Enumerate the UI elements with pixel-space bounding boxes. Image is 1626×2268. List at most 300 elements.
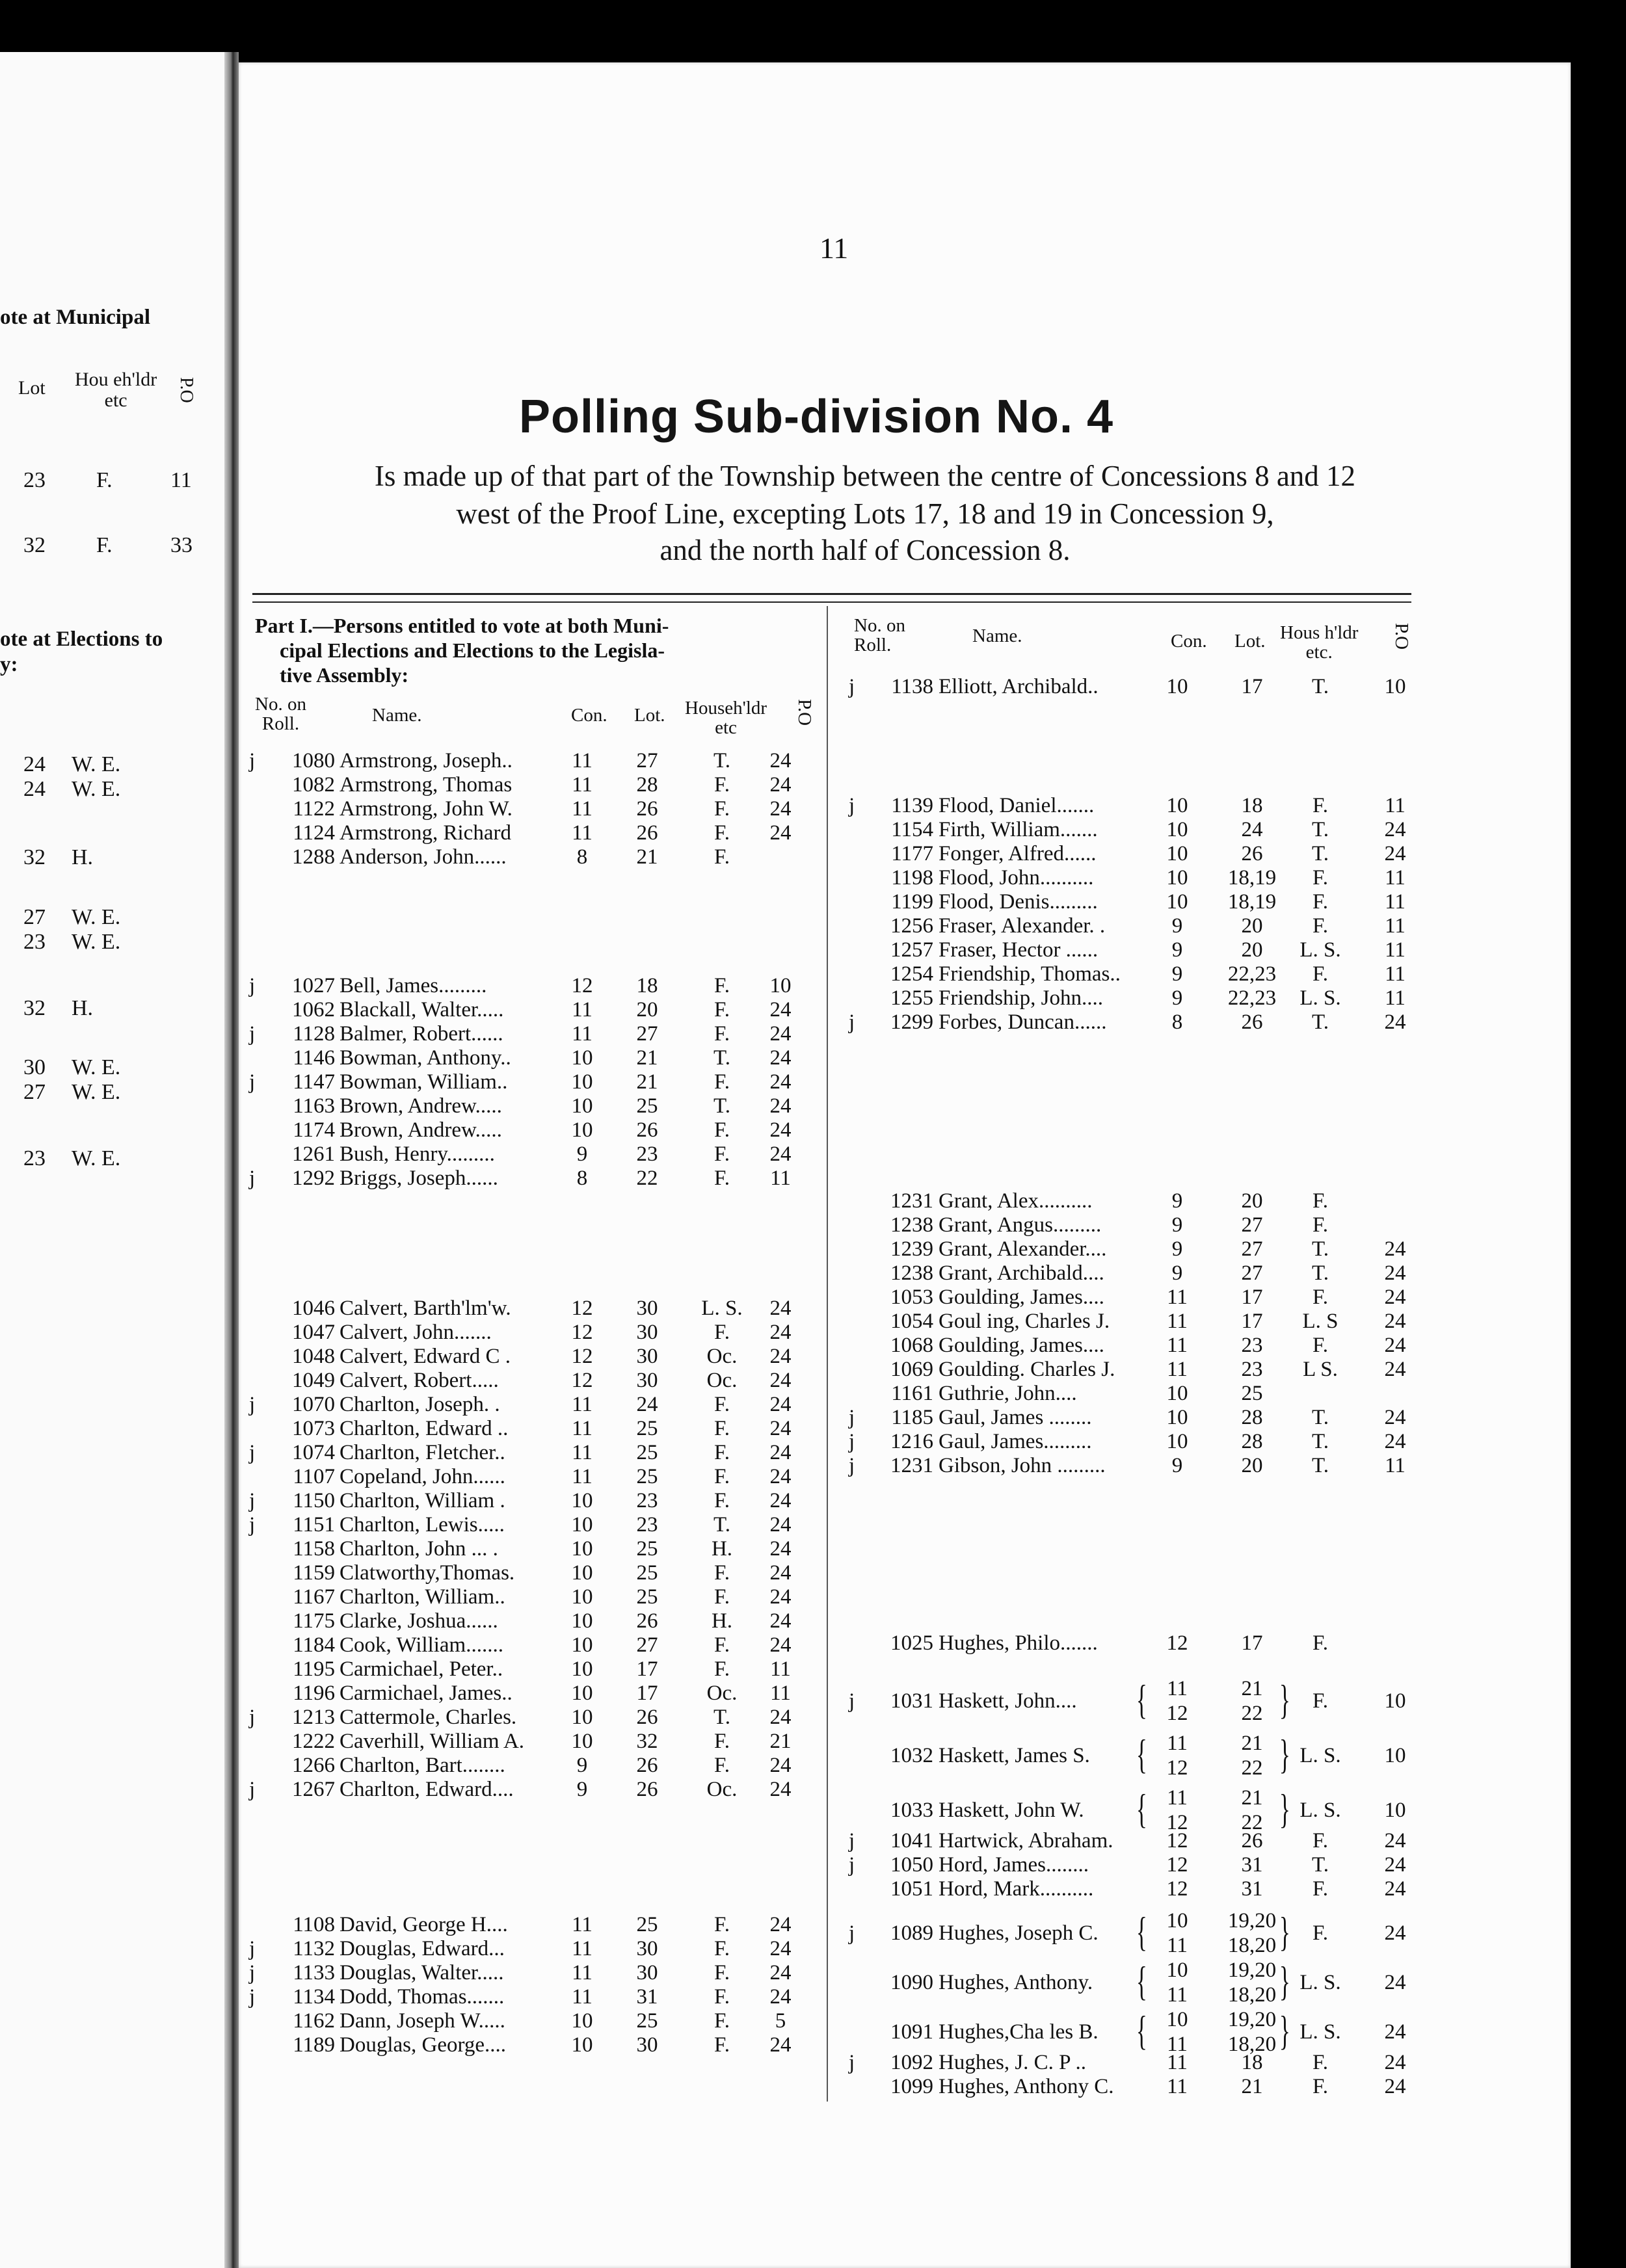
- voter-name: Hughes,Cha les B.: [939, 2020, 1099, 2044]
- post-office: 24: [1384, 1237, 1406, 1261]
- right-col-name: Name.: [972, 626, 1022, 646]
- post-office: 24: [769, 1706, 792, 1729]
- concession: 12: [1166, 1877, 1188, 1901]
- post-office: 11: [1385, 1454, 1406, 1477]
- roll-number: 1025: [890, 1631, 933, 1655]
- concession: 10: [571, 2033, 593, 2057]
- household-status: L. S.: [1299, 1799, 1341, 1822]
- household-status: L. S.: [1299, 938, 1341, 962]
- voter-row: [0, 748, 1626, 773]
- lot: 32: [636, 1730, 658, 1753]
- voter-row: [0, 1453, 1626, 1478]
- post-office: 24: [1384, 1286, 1406, 1309]
- description-line-3: and the north half of Concession 8.: [660, 534, 1071, 566]
- left-fragment-lot: 27: [23, 905, 46, 929]
- post-office: 24: [1384, 1010, 1406, 1034]
- voter-name: Goul ing, Charles J.: [939, 1310, 1110, 1333]
- lot: 26: [1241, 1829, 1263, 1853]
- voter-row: [0, 1142, 1626, 1167]
- roll-mark: j: [249, 749, 256, 772]
- concession: 10: [1166, 818, 1188, 841]
- roll-number: 1158: [293, 1537, 335, 1561]
- roll-mark: j: [249, 1393, 256, 1416]
- roll-number: 1033: [890, 1799, 933, 1822]
- lot: 25: [636, 2009, 658, 2033]
- voter-name: Fraser, Alexander. .: [939, 914, 1106, 938]
- voter-name: Haskett, John W.: [939, 1799, 1084, 1822]
- roll-number: 1139: [891, 794, 933, 817]
- post-office: 24: [769, 1321, 792, 1344]
- concession: 9: [1171, 914, 1183, 938]
- voter-name: Hord, James........: [939, 1853, 1089, 1877]
- household-status: F.: [714, 1961, 730, 1984]
- description-line-1: Is made up of that part of the Township between the centre of Concessions 8 and 12: [374, 460, 1356, 492]
- post-office: 24: [769, 1985, 792, 2009]
- lot: 17: [1241, 675, 1263, 698]
- post-office: 24: [769, 1609, 792, 1633]
- lot: 25: [636, 1561, 658, 1585]
- voter-row: [0, 1189, 1626, 1213]
- voter-name: Douglas, Edward...: [340, 1937, 505, 1960]
- concession: 10: [571, 1513, 593, 1536]
- post-office: 24: [769, 1465, 792, 1488]
- roll-number: 1133: [293, 1961, 335, 1984]
- voter-name: Bell, James.........: [340, 974, 487, 997]
- concession: 11: [572, 1465, 593, 1488]
- voter-name: Hughes, Anthony.: [939, 1971, 1093, 1994]
- voter-name: Cook, William.......: [340, 1633, 503, 1657]
- concession: 10: [1166, 675, 1188, 698]
- roll-number: 1161: [891, 1382, 933, 1405]
- concession: 12: [571, 1345, 593, 1368]
- household-status: T.: [713, 1513, 730, 1536]
- household-status: T.: [713, 1046, 730, 1070]
- left-fragment-household: W. E.: [72, 1080, 121, 1104]
- voter-name: Armstrong, Thomas: [340, 773, 513, 797]
- roll-number: 1266: [292, 1754, 335, 1777]
- lot: 18,20: [1227, 1983, 1277, 2007]
- voter-name: Grant, Alexander....: [939, 1237, 1107, 1261]
- lot: 21: [636, 845, 658, 869]
- lot: 23: [1241, 1334, 1263, 1357]
- post-office: 24: [1384, 2075, 1406, 2098]
- roll-number: 1238: [890, 1261, 933, 1285]
- voter-name: Grant, Archibald....: [939, 1261, 1104, 1285]
- lot: 18: [636, 974, 658, 997]
- left-fragment-household: W. E.: [72, 1055, 121, 1079]
- voter-name: Charlton, William..: [340, 1585, 505, 1609]
- voter-row: [0, 1585, 1626, 1609]
- voter-row: [0, 1010, 1626, 1035]
- concession: 10: [571, 1657, 593, 1681]
- roll-number: 1267: [292, 1778, 335, 1801]
- roll-number: 1032: [890, 1744, 933, 1767]
- post-office: 24: [769, 1937, 792, 1960]
- concession: 10: [571, 1706, 593, 1729]
- lot: 30: [636, 2033, 658, 2057]
- left-fragment-heading2b: y:: [0, 653, 18, 676]
- left-col-roll: No. on Roll.: [255, 694, 306, 735]
- concession: 12: [1166, 1829, 1188, 1853]
- roll-mark: j: [249, 974, 256, 997]
- post-office: 24: [1384, 1430, 1406, 1453]
- household-status: T.: [713, 1706, 730, 1729]
- lot: 21: [636, 1046, 658, 1070]
- post-office: 11: [1385, 986, 1406, 1010]
- post-office: 24: [769, 1561, 792, 1585]
- post-office: 24: [769, 1913, 792, 1936]
- voter-name: Hartwick, Abraham.: [939, 1829, 1113, 1853]
- voter-name: Charlton, Edward....: [340, 1778, 514, 1801]
- voter-row: [0, 938, 1626, 962]
- voter-name: Dann, Joseph W.....: [340, 2009, 505, 2033]
- concession: 9: [576, 1142, 588, 1166]
- roll-number: 1255: [890, 986, 933, 1010]
- concession: 12: [1166, 1631, 1188, 1655]
- concession: 11: [572, 797, 593, 821]
- roll-number: 1167: [293, 1585, 335, 1609]
- left-fragment-household: W. E.: [72, 777, 121, 801]
- roll-number: 1099: [890, 2075, 933, 2098]
- left-col-con: Con.: [571, 705, 607, 726]
- household-status: T.: [713, 1094, 730, 1118]
- voter-row: [0, 1828, 1626, 1853]
- post-office: 24: [769, 1070, 792, 1094]
- roll-mark: j: [849, 1853, 855, 1877]
- right-col-lot: Lot.: [1234, 631, 1266, 652]
- roll-number: 1046: [292, 1297, 335, 1320]
- lot: 20: [1241, 938, 1263, 962]
- roll-number: 1254: [890, 962, 933, 986]
- page-number: 11: [820, 231, 849, 265]
- voter-name: Hughes, Joseph C.: [939, 1921, 1099, 1945]
- lot: 21: [1241, 1786, 1263, 1810]
- lot: 19,20: [1227, 1958, 1277, 1982]
- concession: 11: [1167, 1677, 1188, 1700]
- roll-number: 1080: [292, 749, 335, 772]
- lot: 22: [1241, 1702, 1263, 1725]
- left-fragment-household: H.: [72, 996, 94, 1020]
- household-status: F.: [714, 1913, 730, 1936]
- concession: 10: [1166, 1958, 1188, 1982]
- concession: 11: [572, 1441, 593, 1464]
- post-office: 24: [1384, 1310, 1406, 1333]
- roll-number: 1090: [890, 1971, 933, 1994]
- lot: 17: [1241, 1631, 1263, 1655]
- roll-number: 1070: [292, 1393, 335, 1416]
- household-status: F.: [714, 2009, 730, 2033]
- roll-number: 1231: [890, 1189, 933, 1213]
- lot: 26: [636, 821, 658, 845]
- lot: 26: [1241, 842, 1263, 865]
- household-status: L. S.: [1299, 2020, 1341, 2044]
- roll-number: 1050: [890, 1853, 933, 1877]
- post-office: 24: [1384, 2020, 1406, 2044]
- roll-number: 1189: [293, 2033, 335, 2057]
- left-fragment-lot: 24: [23, 777, 46, 801]
- post-office: 11: [770, 1167, 791, 1190]
- voter-row: [0, 1213, 1626, 1237]
- roll-mark: j: [849, 1010, 855, 1034]
- voter-name: Haskett, John....: [939, 1689, 1077, 1713]
- voter-name: Flood, Daniel.......: [939, 794, 1095, 817]
- voter-row: [0, 890, 1626, 914]
- lot: 23: [636, 1142, 658, 1166]
- voter-name: Blackall, Walter.....: [340, 998, 504, 1022]
- lot: 27: [636, 749, 658, 772]
- roll-number: 1163: [293, 1094, 335, 1118]
- part-heading-1: Part I.—Persons entitled to vote at both Muni-: [255, 614, 669, 637]
- post-office: 24: [769, 1585, 792, 1609]
- lot: 30: [636, 1345, 658, 1368]
- roll-mark: j: [249, 1706, 256, 1729]
- lot: 30: [636, 1961, 658, 1984]
- lot: 30: [636, 1297, 658, 1320]
- lot: 28: [1241, 1406, 1263, 1429]
- post-office: 24: [1384, 1334, 1406, 1357]
- roll-number: 1031: [890, 1689, 933, 1713]
- household-status: F.: [714, 1167, 730, 1190]
- roll-mark: j: [249, 1937, 256, 1960]
- voter-name: Elliott, Archibald..: [939, 675, 1099, 698]
- post-office: 11: [1385, 890, 1406, 914]
- roll-number: 1069: [890, 1358, 933, 1381]
- household-status: H.: [711, 1609, 733, 1633]
- roll-mark: j: [849, 1921, 855, 1945]
- household-status: T.: [713, 749, 730, 772]
- left-fragment-household: F.: [96, 533, 113, 557]
- post-office: 24: [769, 1094, 792, 1118]
- roll-number: 1292: [292, 1167, 335, 1190]
- concession: 11: [572, 773, 593, 797]
- roll-mark: j: [249, 1167, 256, 1190]
- lot: 17: [1241, 1286, 1263, 1309]
- household-status: F.: [714, 2033, 730, 2057]
- household-status: F.: [1313, 1877, 1328, 1901]
- post-office: 24: [769, 1778, 792, 1801]
- voter-row: [0, 841, 1626, 866]
- roll-number: 1213: [292, 1706, 335, 1729]
- household-status: F.: [714, 1417, 730, 1440]
- roll-number: 1082: [292, 773, 335, 797]
- lot: 31: [1241, 1877, 1263, 1901]
- lot: 25: [636, 1537, 658, 1561]
- household-status: L. S.: [701, 1297, 743, 1320]
- left-fragment-lot: 32: [23, 533, 46, 557]
- lot: 31: [1241, 1853, 1263, 1877]
- household-status: F.: [1313, 914, 1328, 938]
- concession: 12: [571, 1369, 593, 1392]
- post-office: 24: [769, 998, 792, 1022]
- concession: 11: [1167, 1983, 1188, 2007]
- voter-name: Copeland, John......: [340, 1465, 505, 1488]
- roll-number: 1062: [292, 998, 335, 1022]
- voter-name: Clarke, Joshua......: [340, 1609, 498, 1633]
- concession: 10: [571, 1633, 593, 1657]
- lot: 18,20: [1227, 2033, 1277, 2056]
- concession: 11: [572, 1417, 593, 1440]
- left-col-po: P.O: [794, 699, 815, 726]
- roll-number: 1027: [292, 974, 335, 997]
- roll-number: 1108: [293, 1913, 335, 1936]
- left-fragment-household: W. E.: [72, 930, 121, 954]
- roll-number: 1174: [293, 1118, 335, 1142]
- post-office: 24: [769, 1489, 792, 1512]
- lot: 20: [1241, 914, 1263, 938]
- lot: 17: [1241, 1310, 1263, 1333]
- left-fragment-lot: 32: [23, 996, 46, 1020]
- roll-number: 1257: [890, 938, 933, 962]
- lot: 20: [1241, 1189, 1263, 1213]
- concession: 11: [1167, 1310, 1188, 1333]
- concession: 10: [1166, 794, 1188, 817]
- household-status: F.: [1313, 1829, 1328, 1853]
- post-office: 10: [1384, 1799, 1406, 1822]
- voter-name: Douglas, Walter.....: [340, 1961, 504, 1984]
- voter-name: Charlton, Fletcher..: [340, 1441, 505, 1464]
- concession: 11: [572, 998, 593, 1022]
- lot: 27: [1241, 1237, 1263, 1261]
- voter-row: [0, 1333, 1626, 1358]
- concession: 9: [1171, 1213, 1183, 1237]
- post-office: 10: [1384, 1689, 1406, 1713]
- voter-row: [0, 914, 1626, 938]
- lot: 26: [636, 1754, 658, 1777]
- concession: 10: [1166, 866, 1188, 890]
- left-fragment-heading2: ote at Elections to: [0, 627, 163, 651]
- voter-name: Grant, Alex..........: [939, 1189, 1093, 1213]
- roll-number: 1048: [292, 1345, 335, 1368]
- concession: 10: [1166, 1909, 1188, 1932]
- voter-row: [0, 1261, 1626, 1286]
- concession: 11: [1167, 1358, 1188, 1381]
- lot: 25: [636, 1441, 658, 1464]
- concession: 12: [571, 974, 593, 997]
- concession: 10: [571, 1489, 593, 1512]
- voter-row: [0, 1285, 1626, 1310]
- roll-number: 1053: [890, 1286, 933, 1309]
- lot: 24: [1241, 818, 1263, 841]
- household-status: T.: [1312, 1454, 1329, 1477]
- voter-name: Haskett, James S.: [939, 1744, 1090, 1767]
- roll-number: 1199: [891, 890, 933, 914]
- concession: 10: [571, 1070, 593, 1094]
- concession: 11: [1167, 1334, 1188, 1357]
- lot: 25: [636, 1094, 658, 1118]
- lot: 26: [636, 1706, 658, 1729]
- voter-name: Hughes, J. C. P ..: [939, 2051, 1087, 2074]
- household-status: F.: [1313, 1334, 1328, 1357]
- post-office: 24: [1384, 1853, 1406, 1877]
- household-status: Oc.: [706, 1778, 738, 1801]
- voter-name: Hughes, Philo.......: [939, 1631, 1098, 1655]
- household-status: Oc.: [706, 1681, 738, 1705]
- lot: 17: [636, 1657, 658, 1681]
- roll-number: 1198: [891, 866, 933, 890]
- post-office: 24: [1384, 1261, 1406, 1285]
- voter-name: Brown, Andrew.....: [340, 1094, 502, 1118]
- lot: 25: [636, 1417, 658, 1440]
- post-office: 11: [770, 1657, 791, 1681]
- left-col-household: Househ'ldr etc: [685, 698, 767, 739]
- household-status: F.: [714, 821, 730, 845]
- part-heading-3: tive Assembly:: [280, 663, 409, 687]
- roll-number: 1256: [890, 914, 933, 938]
- lot: 18,20: [1227, 1934, 1277, 1957]
- right-col-household: Hous h'ldr etc.: [1280, 622, 1359, 663]
- voter-name: Flood, Denis.........: [939, 890, 1098, 914]
- voter-name: Fonger, Alfred......: [939, 842, 1097, 865]
- right-col-po: P.O: [1391, 623, 1412, 650]
- brace-left: {: [1136, 1786, 1147, 1832]
- post-office: 11: [1385, 938, 1406, 962]
- roll-number: 1299: [890, 1010, 933, 1034]
- post-office: 24: [769, 1046, 792, 1070]
- lot: 23: [636, 1513, 658, 1536]
- left-col-house: Hou eh'ldr etc: [75, 369, 157, 411]
- lot: 25: [636, 1913, 658, 1936]
- left-fragment-lot: 23: [23, 930, 46, 954]
- brace-right: }: [1279, 2007, 1290, 2053]
- roll-number: 1162: [293, 2009, 335, 2033]
- household-status: H.: [711, 1537, 733, 1561]
- household-status: F.: [1313, 794, 1328, 817]
- household-status: Oc.: [706, 1345, 738, 1368]
- voter-name: Calvert, Edward C .: [340, 1345, 511, 1368]
- concession: 8: [576, 1167, 588, 1190]
- lot: 19,20: [1227, 2008, 1277, 2031]
- household-status: F.: [1313, 1213, 1328, 1237]
- concession: 11: [572, 1393, 593, 1416]
- left-col-name: Name.: [372, 705, 422, 726]
- voter-name: Forbes, Duncan......: [939, 1010, 1107, 1034]
- concession: 11: [1167, 1934, 1188, 1957]
- lot: 26: [636, 1778, 658, 1801]
- roll-mark: j: [849, 794, 855, 817]
- concession: 10: [1166, 1406, 1188, 1429]
- voter-name: Clatworthy,Thomas.: [340, 1561, 515, 1585]
- household-status: F.: [714, 797, 730, 821]
- post-office: 24: [769, 1537, 792, 1561]
- lot: 26: [1241, 1010, 1263, 1034]
- lot: 27: [1241, 1213, 1263, 1237]
- voter-row: [0, 1877, 1626, 1901]
- roll-number: 1195: [293, 1657, 335, 1681]
- concession: 10: [1166, 2008, 1188, 2031]
- post-office: 24: [769, 1142, 792, 1166]
- post-office: 24: [769, 773, 792, 797]
- household-status: F.: [714, 1561, 730, 1585]
- household-status: F.: [714, 1985, 730, 2009]
- concession: 10: [571, 1730, 593, 1753]
- post-office: 24: [1384, 1971, 1406, 1994]
- household-status: F.: [714, 1142, 730, 1166]
- voter-row: [0, 1609, 1626, 1633]
- concession: 9: [1171, 962, 1183, 986]
- roll-mark: j: [849, 2051, 855, 2074]
- left-fragment-lot: 27: [23, 1080, 46, 1104]
- brace-left: {: [1136, 1731, 1147, 1777]
- left-col-lot: Lot: [18, 377, 46, 399]
- concession: 11: [572, 1913, 593, 1936]
- lot: 28: [636, 773, 658, 797]
- roll-number: 1041: [890, 1829, 933, 1853]
- lot: 25: [1241, 1382, 1263, 1405]
- post-office: 11: [1385, 914, 1406, 938]
- concession: 11: [1167, 1286, 1188, 1309]
- roll-number: 1049: [292, 1369, 335, 1392]
- lot: 22: [1241, 1756, 1263, 1780]
